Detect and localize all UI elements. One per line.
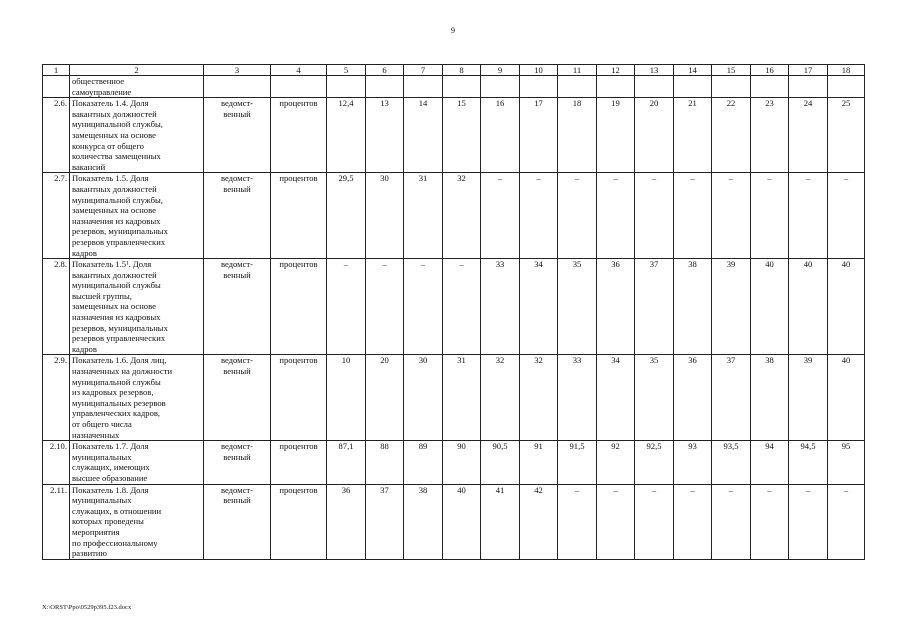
- value-cell: 33: [481, 259, 520, 355]
- value-cell: 31: [443, 355, 481, 441]
- value-cell: 38: [674, 259, 712, 355]
- empty-cell: [443, 76, 481, 98]
- header-cell: 17: [789, 65, 828, 76]
- row-number-cell: 2.11.: [43, 484, 70, 559]
- value-cell: 33: [558, 355, 597, 441]
- header-cell: 13: [635, 65, 674, 76]
- value-cell: 39: [789, 355, 828, 441]
- table-row: [43, 259, 865, 355]
- indicator-name-cell: Показатель 1.5¹. Доля вакантных должностей муниципальной службы высшей группы, замещенных на основе назначения из кадровых резервов, муниципальных резервов управленческих кадров: [70, 259, 204, 355]
- value-cell: 36: [674, 355, 712, 441]
- table-row: [43, 355, 865, 441]
- value-cell: 34: [520, 259, 558, 355]
- value-cell: 37: [366, 484, 404, 559]
- page-number: 9: [451, 26, 455, 35]
- value-cell: –: [481, 173, 520, 259]
- header-cell: 15: [712, 65, 751, 76]
- value-cell: 18: [558, 98, 597, 173]
- empty-cell: [597, 76, 635, 98]
- value-cell: 93,5: [712, 441, 751, 484]
- value-cell: 13: [366, 98, 404, 173]
- value-cell: –: [674, 484, 712, 559]
- header-cell: 12: [597, 65, 635, 76]
- value-cell: 95: [828, 441, 865, 484]
- value-cell: 16: [481, 98, 520, 173]
- value-cell: 35: [558, 259, 597, 355]
- value-cell: –: [635, 484, 674, 559]
- header-cell: 10: [520, 65, 558, 76]
- table-row: [43, 484, 865, 559]
- value-cell: –: [674, 173, 712, 259]
- value-cell: 34: [597, 355, 635, 441]
- value-cell: 36: [597, 259, 635, 355]
- value-cell: 35: [635, 355, 674, 441]
- value-cell: –: [558, 484, 597, 559]
- value-cell: 93: [674, 441, 712, 484]
- empty-cell: [404, 76, 443, 98]
- value-cell: 40: [789, 259, 828, 355]
- value-cell: 87,1: [327, 441, 366, 484]
- value-cell: 38: [751, 355, 789, 441]
- header-cell: 6: [366, 65, 404, 76]
- value-cell: –: [635, 173, 674, 259]
- data-source-cell: ведомст- венный: [204, 484, 271, 559]
- value-cell: 36: [327, 484, 366, 559]
- data-source-cell: ведомст- венный: [204, 259, 271, 355]
- empty-cell: [327, 76, 366, 98]
- header-cell: 3: [204, 65, 271, 76]
- header-cell: 5: [327, 65, 366, 76]
- indicator-name-cell: Показатель 1.7. Доля муниципальных служащих, имеющих высшее образование: [70, 441, 204, 484]
- value-cell: 19: [597, 98, 635, 173]
- value-cell: –: [789, 173, 828, 259]
- value-cell: –: [327, 259, 366, 355]
- value-cell: –: [443, 259, 481, 355]
- value-cell: –: [751, 173, 789, 259]
- value-cell: 91: [520, 441, 558, 484]
- table-row: [43, 173, 865, 259]
- value-cell: 40: [828, 259, 865, 355]
- table-row: [43, 76, 865, 98]
- value-cell: –: [751, 484, 789, 559]
- value-cell: 32: [520, 355, 558, 441]
- data-source-cell: ведомст- венный: [204, 173, 271, 259]
- value-cell: –: [828, 173, 865, 259]
- value-cell: 92,5: [635, 441, 674, 484]
- value-cell: 88: [366, 441, 404, 484]
- value-cell: 20: [366, 355, 404, 441]
- data-source-cell: ведомст- венный: [204, 98, 271, 173]
- empty-cell: [712, 76, 751, 98]
- unit-cell: процентов: [271, 441, 327, 484]
- value-cell: 41: [481, 484, 520, 559]
- data-source-cell: ведомст- венный: [204, 441, 271, 484]
- indicator-name-cell: Показатель 1.5. Доля вакантных должностей муниципальной службы, замещенных на основе назначения из кадровых резервов, муниципальных резервов управленческих кадров: [70, 173, 204, 259]
- indicator-name-cell: Показатель 1.6. Доля лиц, назначенных на должности муниципальной службы из кадровых резервов, муниципальных резервов управленческих кадров, от общего числа назначенных: [70, 355, 204, 441]
- value-cell: 91,5: [558, 441, 597, 484]
- unit-cell: процентов: [271, 355, 327, 441]
- value-cell: 31: [404, 173, 443, 259]
- value-cell: –: [712, 484, 751, 559]
- value-cell: –: [828, 484, 865, 559]
- empty-cell: [558, 76, 597, 98]
- empty-cell: [789, 76, 828, 98]
- header-cell: 9: [481, 65, 520, 76]
- value-cell: 42: [520, 484, 558, 559]
- value-cell: –: [366, 259, 404, 355]
- value-cell: 23: [751, 98, 789, 173]
- value-cell: 32: [481, 355, 520, 441]
- table-row: [43, 441, 865, 484]
- value-cell: 20: [635, 98, 674, 173]
- empty-cell: [520, 76, 558, 98]
- header-cell: 4: [271, 65, 327, 76]
- header-cell: 8: [443, 65, 481, 76]
- value-cell: –: [558, 173, 597, 259]
- value-cell: 40: [443, 484, 481, 559]
- empty-cell: [204, 76, 271, 98]
- value-cell: 25: [828, 98, 865, 173]
- row-number-cell: 2.9.: [43, 355, 70, 441]
- indicators-table: [42, 64, 865, 560]
- row-number-cell: 2.8.: [43, 259, 70, 355]
- indicator-name-cell: Показатель 1.8. Доля муниципальных служащих, в отношении которых проведены мероприятия по профессиональному развитию: [70, 484, 204, 559]
- header-cell: 1: [43, 65, 70, 76]
- value-cell: 14: [404, 98, 443, 173]
- empty-cell: [271, 76, 327, 98]
- empty-cell: [366, 76, 404, 98]
- value-cell: –: [712, 173, 751, 259]
- value-cell: 15: [443, 98, 481, 173]
- unit-cell: процентов: [271, 484, 327, 559]
- footer-file-path: X:\ORST\Ppo\0529p395.f23.docx: [42, 604, 132, 611]
- empty-cell: [635, 76, 674, 98]
- indicator-name-cell: Показатель 1.4. Доля вакантных должностей муниципальной службы, замещенных на основе конкурса от общего количества замещенных вакансий: [70, 98, 204, 173]
- value-cell: 92: [597, 441, 635, 484]
- header-cell: 7: [404, 65, 443, 76]
- value-cell: 21: [674, 98, 712, 173]
- value-cell: 37: [635, 259, 674, 355]
- unit-cell: процентов: [271, 98, 327, 173]
- value-cell: 94: [751, 441, 789, 484]
- row-number-cell: [43, 76, 70, 98]
- unit-cell: процентов: [271, 173, 327, 259]
- value-cell: 30: [404, 355, 443, 441]
- indicator-name-cell: общественное самоуправление: [70, 76, 204, 98]
- unit-cell: процентов: [271, 259, 327, 355]
- value-cell: 38: [404, 484, 443, 559]
- empty-cell: [481, 76, 520, 98]
- value-cell: –: [597, 484, 635, 559]
- value-cell: 32: [443, 173, 481, 259]
- header-cell: 16: [751, 65, 789, 76]
- value-cell: 90: [443, 441, 481, 484]
- value-cell: 10: [327, 355, 366, 441]
- table-row: [43, 98, 865, 173]
- value-cell: –: [404, 259, 443, 355]
- value-cell: 40: [751, 259, 789, 355]
- header-cell: 14: [674, 65, 712, 76]
- value-cell: 90,5: [481, 441, 520, 484]
- value-cell: 40: [828, 355, 865, 441]
- value-cell: –: [597, 173, 635, 259]
- row-number-cell: 2.6.: [43, 98, 70, 173]
- header-cell: 11: [558, 65, 597, 76]
- value-cell: 39: [712, 259, 751, 355]
- table-header-row: [43, 65, 865, 76]
- data-source-cell: ведомст- венный: [204, 355, 271, 441]
- value-cell: 12,4: [327, 98, 366, 173]
- value-cell: 22: [712, 98, 751, 173]
- header-cell: 2: [70, 65, 204, 76]
- empty-cell: [828, 76, 865, 98]
- value-cell: 17: [520, 98, 558, 173]
- value-cell: 89: [404, 441, 443, 484]
- value-cell: –: [520, 173, 558, 259]
- header-cell: 18: [828, 65, 865, 76]
- value-cell: 24: [789, 98, 828, 173]
- empty-cell: [674, 76, 712, 98]
- empty-cell: [751, 76, 789, 98]
- value-cell: 29,5: [327, 173, 366, 259]
- row-number-cell: 2.10.: [43, 441, 70, 484]
- value-cell: 37: [712, 355, 751, 441]
- value-cell: 94,5: [789, 441, 828, 484]
- row-number-cell: 2.7.: [43, 173, 70, 259]
- value-cell: –: [789, 484, 828, 559]
- value-cell: 30: [366, 173, 404, 259]
